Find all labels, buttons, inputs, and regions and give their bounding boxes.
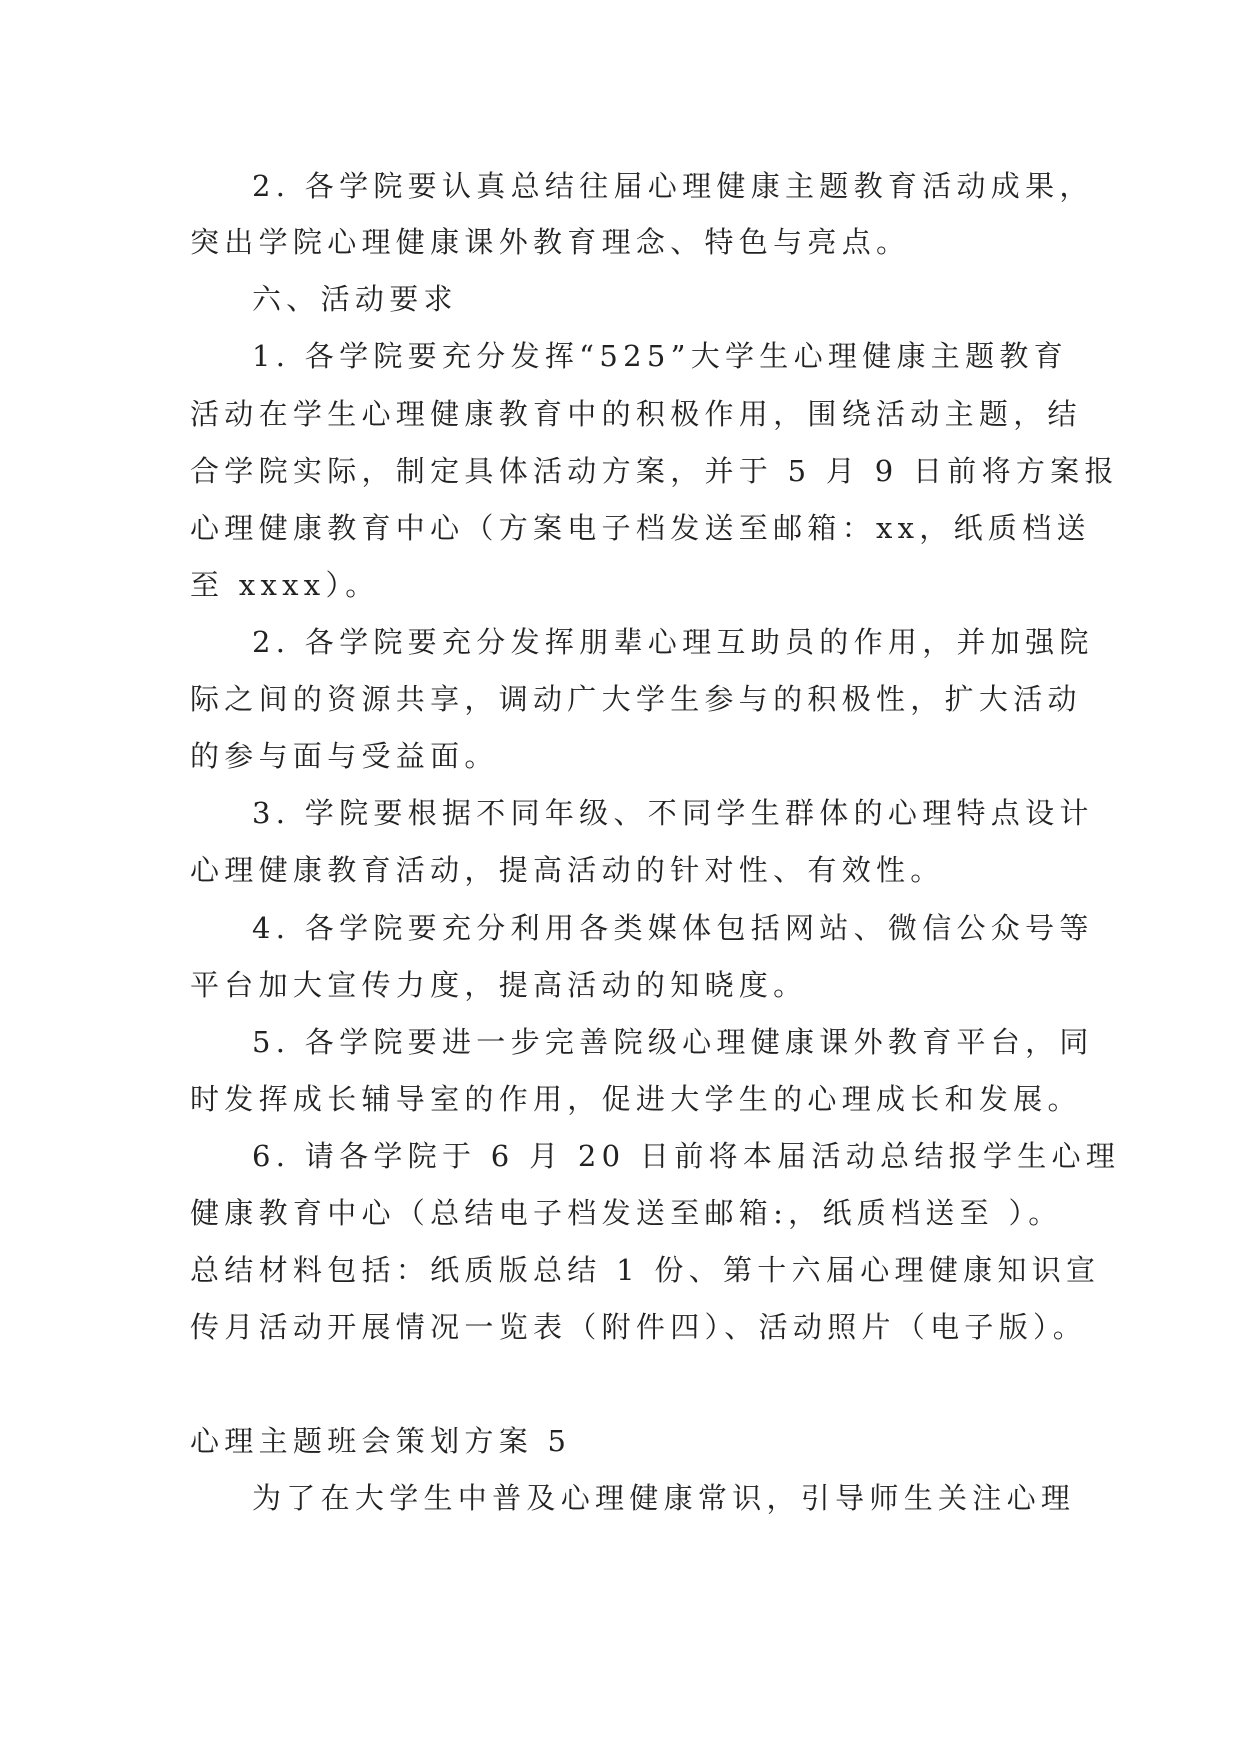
paragraph-line: 健康教育中心（总结电子档发送至邮箱:，纸质档送至 ）。 — [190, 1196, 1063, 1230]
paragraph-line: 时发挥成长辅导室的作用，促进大学生的心理成长和发展。 — [190, 1082, 1082, 1116]
paragraph-line: 4. 各学院要充分利用各类媒体包括网站、微信公众号等 — [252, 911, 1094, 945]
paragraph-line: 合学院实际，制定具体活动方案，并于 5 月 9 日前将方案报 — [190, 454, 1119, 488]
paragraph-line: 5. 各学院要进一步完善院级心理健康课外教育平台，同 — [252, 1025, 1094, 1059]
paragraph-line: 的参与面与受益面。 — [190, 739, 499, 773]
paragraph-line: 6. 请各学院于 6 月 20 日前将本届活动总结报学生心理 — [252, 1139, 1121, 1173]
paragraph-line: 突出学院心理健康课外教育理念、特色与亮点。 — [190, 225, 911, 259]
paragraph-line: 传月活动开展情况一览表（附件四）、活动照片（电子版）。 — [190, 1310, 1088, 1344]
paragraph-line: 2. 各学院要充分发挥朋辈心理互助员的作用，并加强院 — [252, 625, 1094, 659]
paragraph-line: 心理健康教育中心（方案电子档发送至邮箱：xx，纸质档送 — [190, 511, 1091, 545]
paragraph-line: 为了在大学生中普及心理健康常识，引导师生关注心理 — [252, 1481, 1076, 1515]
paragraph-line: 1. 各学院要充分发挥“525”大学生心理健康主题教育 — [252, 339, 1068, 373]
paragraph-line: 活动在学生心理健康教育中的积极作用，围绕活动主题，结 — [190, 397, 1082, 431]
paragraph-line: 总结材料包括：纸质版总结 1 份、第十六届心理健康知识宣 — [190, 1253, 1101, 1287]
document-title: 心理主题班会策划方案 5 — [190, 1424, 572, 1458]
paragraph-line: 至 xxxx）。 — [190, 568, 380, 602]
paragraph-line: 际之间的资源共享，调动广大学生参与的积极性，扩大活动 — [190, 682, 1082, 716]
paragraph-line: 心理健康教育活动，提高活动的针对性、有效性。 — [190, 853, 945, 887]
paragraph-line: 3. 学院要根据不同年级、不同学生群体的心理特点设计 — [252, 796, 1094, 830]
section-heading: 六、活动要求 — [252, 282, 458, 316]
paragraph-line: 平台加大宣传力度，提高活动的知晓度。 — [190, 968, 808, 1002]
paragraph-line: 2. 各学院要认真总结往届心理健康主题教育活动成果， — [252, 169, 1094, 203]
